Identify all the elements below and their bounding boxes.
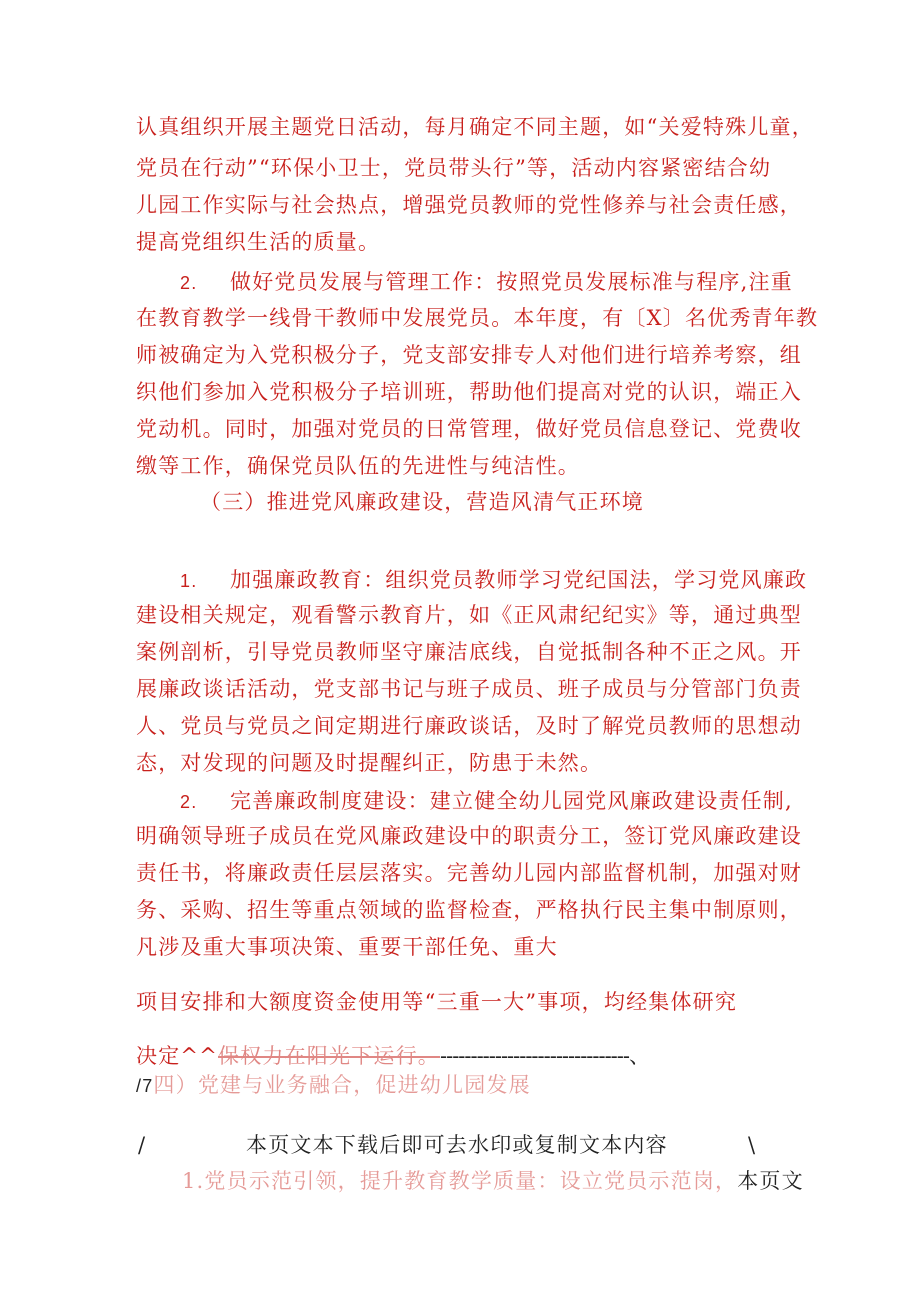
- list-item-develop-members: [180, 267, 793, 298]
- item-text: 完善廉政制度建设：建立健全幼儿园党风廉政建设责任制,: [230, 789, 793, 813]
- last-line-watermark-text: 本页文: [737, 1169, 804, 1193]
- paragraph-line: 凡涉及重大事项决策、重要干部任免、重大: [136, 935, 558, 959]
- paragraph-line: 建设相关规定，观看警示教育片，如《正风肃纪纪实》等，通过典型: [136, 603, 802, 627]
- section-four-text: 四）党建与业务融合，促进幼儿园发展: [153, 1073, 531, 1097]
- section-heading: （三）推进党风廉政建设，营造风清气正环境: [200, 490, 644, 514]
- list-item-integrity-education: [180, 565, 807, 596]
- paragraph-line: 展廉政谈话活动，党支部书记与班子成员、班子成员与分管部门负责: [136, 677, 802, 701]
- paragraph-line: 织他们参加入党积极分子培训班，帮助他们提高对党的认识，端正入: [136, 380, 802, 404]
- paragraph-line: 儿园工作实际与社会热点，增强党员教师的党性修养与社会责任感，: [136, 193, 802, 217]
- decision-line: [136, 1041, 651, 1071]
- paragraph-line: 项目安排和大额度资金使用等“三重一大”事项，均经集体研究: [136, 990, 738, 1014]
- paragraph-line: 在教育教学一线骨干教师中发展党员。本年度，有〔X〕名优秀青年教: [136, 306, 819, 330]
- paragraph-line: 案例剖析，引导党员教师坚守廉洁底线，自觉抵制各种不正之风。开: [136, 640, 802, 664]
- section-four-prefix: /7: [136, 1076, 154, 1096]
- paragraph-line: 认真组织开展主题党日活动，每月确定不同主题，如“关爱特殊儿童，: [136, 115, 814, 139]
- paragraph-line: 缴等工作，确保党员队伍的先进性与纯洁性。: [136, 454, 580, 478]
- decision-suffix: 、: [628, 1044, 652, 1068]
- list-item-integrity-system: [180, 786, 793, 817]
- item-number: 2.: [180, 792, 198, 812]
- paragraph-line: 务、采购、招生等重点领域的监督检查，严格执行民主集中制原则，: [136, 898, 802, 922]
- paragraph-line: 师被确定为入党积极分子，党支部安排专人对他们进行培养考察，组: [136, 343, 802, 367]
- section-four-heading: [136, 1070, 531, 1101]
- last-line: [182, 1166, 804, 1196]
- watermark-left-mark: /: [138, 1133, 147, 1157]
- paragraph-line: 提高党组织生活的质量。: [136, 230, 381, 254]
- item-number: 1.: [180, 571, 198, 591]
- dash-rule: -------------------------------: [440, 1044, 629, 1068]
- item-text: 加强廉政教育：组织党员教师学习党纪国法，学习党风廉政: [230, 568, 808, 592]
- decision-prefix: 决定^^: [136, 1044, 218, 1068]
- paragraph-line: 明确领导班子成员在党风廉政建设中的职责分工，签订党风廉政建设: [136, 824, 802, 848]
- item-number: 2.: [180, 273, 198, 293]
- paragraph-line: 人、党员与党员之间定期进行廉政谈话，及时了解党员教师的思想动: [136, 714, 802, 738]
- watermark-right-mark: \: [748, 1133, 757, 1157]
- paragraph-line: 党员在行动”“环保小卫士，党员带头行”等，活动内容紧密结合幼: [136, 156, 772, 180]
- struck-text: 保权力在阳光下运行。: [218, 1044, 440, 1068]
- paragraph-line: 责任书，将廉政责任层层落实。完善幼儿园内部监督机制，加强对财: [136, 861, 802, 885]
- paragraph-line: 态，对发现的问题及时提醒纠正，防患于未然。: [136, 751, 603, 775]
- item-text: 做好党员发展与管理工作：按照党员发展标准与程序,注重: [230, 270, 793, 294]
- paragraph-line: 党动机。同时，加强对党员的日常管理，做好党员信息登记、党费收: [136, 417, 802, 441]
- last-line-faded-text: 1.党员示范引领，提升教育教学质量：设立党员示范岗，: [182, 1169, 738, 1193]
- watermark-notice: 本页文本下载后即可去水印或复制文本内容: [246, 1133, 668, 1157]
